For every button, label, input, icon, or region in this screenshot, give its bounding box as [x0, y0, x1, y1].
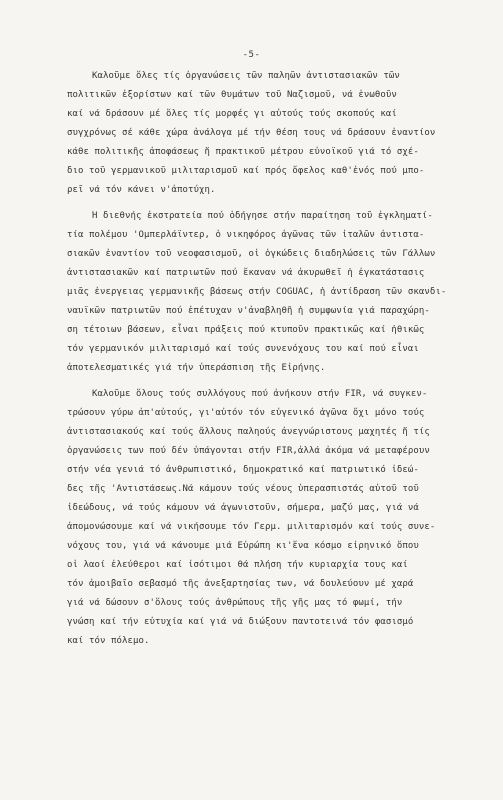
text-line: γνώση καί τήν εὐτυχία καί γιά νά διώξουν παντοτεινά τόν φασισμό — [67, 617, 414, 627]
text-line: μιᾶς ἐνεργειας γερμανικῆς βάσεως στήν COGUAC, ἡ ἀντίδραση τῶν σκανδι- — [67, 287, 447, 297]
text-line: στήν νέα γενιά τό ἀνθρωπιστικό, δημοκρατικό καί πατριωτικό ἰδεώ- — [67, 465, 419, 475]
text-line: ἀπομονώσουμε καί νά νικήσουμε τόν Γερμ. μιλιταρισμόν καί τούς συνε- — [67, 522, 436, 532]
text-line: διο τοῦ γερμανικοῦ μιλιταρισμοῦ καί πρός ὄφελος καθ'ἑνός πού μπο- — [67, 166, 425, 176]
text-line: Καλοῦμε ὅλους τούς συλλόγους πού ἀνήκουν στήν FIR, νά συγκεν- — [92, 389, 428, 399]
text-line: ἀποτελεσματικές γιά τήν ὑπεράσπιση τῆς Εἰρήνης. — [67, 363, 326, 373]
text-line: ἀντιστασιακῶν καί πατριωτῶν πού ἔκαναν νά ἀκυρωθεῖ ἡ ἐγκατάστασις — [67, 268, 425, 278]
text-line: δες τῆς 'Αντιστάσεως.Νά κάμουν τούς νέους ὑπερασπιστάς αὐτοῦ τοῦ — [67, 484, 419, 494]
text-line: τία πολέμου 'Ομπερλάϊντερ, ὁ νικηφόρος ἀγῶνας τῶν ἰταλῶν ἀντιστα- — [67, 230, 425, 240]
text-line: τόν γερμανικόν μιλιταρισμό καί τούς συνενόχους του καί πού εἶναι — [67, 344, 419, 354]
text-line: συγχρόνως σέ κάθε χώρα ἀνάλογα μέ τήν θέση τους νά δράσουν ἐναντίον — [67, 128, 436, 138]
text-line: ση τέτοιων βάσεων, εἶναι πράξεις πού κτυποῦν πρακτικῶς καί ἠθικῶς — [67, 325, 425, 335]
page-number: -5- — [242, 50, 261, 60]
text-line: γιά νά δώσουν σ'ὅλους τούς ἀνθρώπους τῆς γῆς μας τό φωμί, τήν — [67, 598, 403, 608]
text-line: σιακῶν ἐναντίον τοῦ νεοφασισμοῦ, οἱ ὁγκώδεις διαδηλώσεις τῶν Γάλλων — [67, 249, 436, 259]
text-line: ἰδεώδους, νά τούς κάμουν νά ἀγωνιστοῦν, σήμερα, μαζύ μας, γιά νά — [67, 503, 419, 513]
text-line: ναυϊκῶν πατριωτῶν πού ἐπέτυχαν ν'ἀναβληθῆ ἡ συμφωνία γιά παραχώρη- — [67, 306, 430, 316]
text-line: ὀργανώσεις των πού δέν ὑπάγονται στήν FIR,ἀλλά ἀκόμα νά μεταφέρουν — [67, 446, 430, 456]
text-line: τόν ἀμοιβαῖο σεβασμό τῆς ἀνεξαρτησίας των, νά δουλεύουν μέ χαρά — [67, 579, 414, 589]
text-line: ρεῖ νά τόν κάνει ν'ἀποτύχη. — [67, 185, 216, 195]
text-line: ἀντιστασιακούς καί τούς ἄλλους παληούς ἀνεγνώριστους μαχητές ἤ τίς — [67, 427, 430, 437]
text-line: πολιτικῶν ἐξορίστων καί τῶν θυμάτων τοῦ Ναζισμοῦ, νά ἑνωθοῦν — [67, 90, 397, 100]
text-line: τρώσουν γύρω ἀπ'αὐτούς, γι'αὐτόν τόν εὐγενικό ἀγῶνα ὄχι μόνο τούς — [67, 408, 425, 418]
text-line: Ἡ διεθνής ἐκστρατεία πού ὁδήγησε στήν παραίτηση τοῦ ἐγκληματί- — [92, 211, 433, 221]
text-line: κάθε πολιτικῆς ἀποφάσεως ἤ πρακτικοῦ μέτρου εὐνοϊκοῦ γιά τό σχέ- — [67, 147, 419, 157]
text-line: νόχους του, γιά νά κάνουμε μιά Εὐρώπη κι'ἕνα κόσμο εἰρηνικό ὅπου — [67, 541, 419, 551]
text-line: καί τόν πόλεμο. — [67, 636, 150, 646]
text-line: οἱ λαοί ἐλεύθεροι καί ἰσότιμοι θά πλήση τήν κυριαρχία τους καί — [67, 560, 408, 570]
text-line: Καλοῦμε ὅλες τίς ὀργανώσεις τῶν παληῶν ἀντιστασιακῶν τῶν — [92, 71, 400, 81]
text-line: καί νά δράσουν μέ ὅλες τίς μορφές γι αὐτούς τούς σκοπούς καί — [67, 109, 397, 119]
